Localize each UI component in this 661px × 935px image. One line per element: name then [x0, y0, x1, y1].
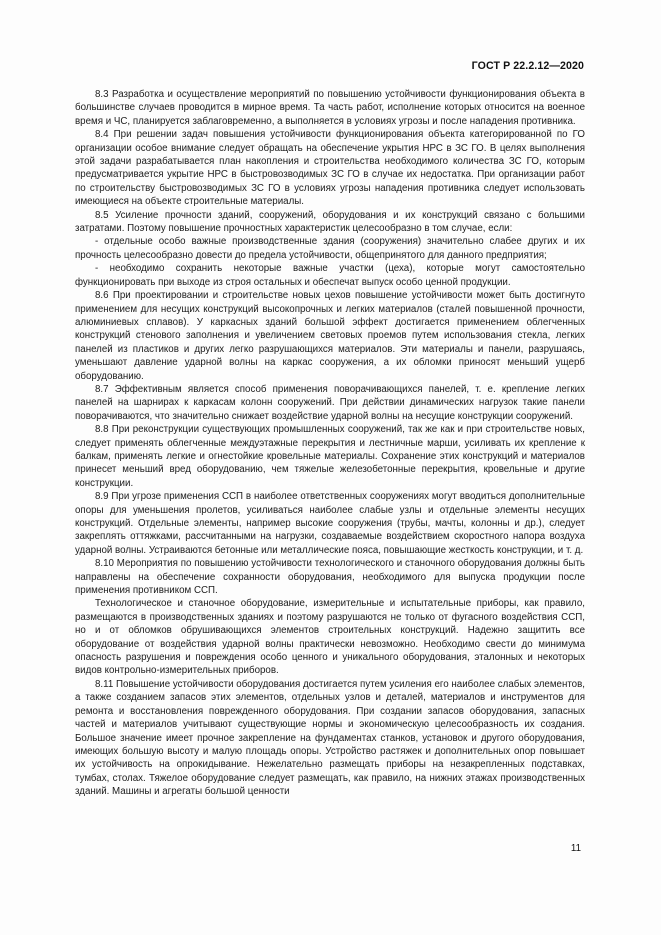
paragraph-8-10-continued: Технологическое и станочное оборудование, измерительные и испытательные приборы, как правило, размещаются в производственных зданиях и поэтому разрушаются не только от фугасного воздействия ССП, но и от обломков обрушивающихся элементов строительных конструкций. Надежно защитить все оборудование от воздействия ударной волны практически невозможно. Необходимо свести до минимума опасность разрушения и повреждения особо ценного и уникального оборудования, эталонных и некоторых видов контрольно-измерительных приборов.: [75, 598, 585, 677]
paragraph-8-6: 8.6 При проектировании и строительстве новых цехов повышение устойчивости может быть достигнуто применением для несущих конструкций высокопрочных и легких материалов (сталей повышенной прочности, алюминиевых сплавов). У каркасных зданий большой эффект достигается применением облегченных конструкций стенового заполнения и увеличением световых проемов путем использования стекла, легких панелей из пластиков и других легко разрушающихся материалов. Эти материалы и панели, разрушаясь, уменьшают давление ударной волны на каркас сооружения, а их обломки приносят меньший ущерб оборудованию.: [75, 290, 585, 382]
document-body: [75, 88, 585, 799]
paragraph-8-5-item-2: - необходимо сохранить некоторые важные участки (цеха), которые могут самостоятельно функционировать при выходе из строя остальных и обеспечат выпуск особо ценной продукции.: [75, 263, 585, 288]
document-code-header: ГОСТ Р 22.2.12—2020: [471, 60, 584, 72]
paragraph-8-11: 8.11 Повышение устойчивости оборудования достигается путем усиления его наиболее слабых элементов, а также созданием запасов этих элементов, отдельных узлов и деталей, материалов и инструментов для ремонта и восстановления поврежденного оборудования. При создании запасов оборудования, запасных частей и материалов учитывают существующие нормы и экономическую целесообразность их создания. Большое значение имеет прочное закрепление на фундаментах станков, установок и другого оборудования, имеющих большую высоту и малую площадь опоры. Устройство растяжек и дополнительных опор повышает их устойчивость на опрокидывание. Нежелательно размещать приборы на незакрепленных подставках, тумбах, столах. Тяжелое оборудование следует размещать, как правило, на нижних этажах производственных зданий. Машины и агрегаты большой ценности: [75, 678, 585, 798]
paragraph-8-3: 8.3 Разработка и осуществление мероприятий по повышению устойчивости функционирования объекта в большинстве случаев проводится в мирное время. Та часть работ, исполнение которых относится на военное время и ЧС, планируется заблаговременно, а выполняется в условиях угрозы и после нападения противника.: [75, 89, 585, 127]
paragraph-8-5: 8.5 Усиление прочности зданий, сооружений, оборудования и их конструкций связано с большими затратами. Поэтому повышение прочностных характеристик целесообразно в том случае, если:: [75, 209, 585, 235]
paragraph-8-9: 8.9 При угрозе применения ССП в наиболее ответственных сооружениях могут вводиться дополнительные опоры для уменьшения пролетов, усиливаться наиболее слабые узлы и отдельные элементы несущих конструкций. Отдельные элементы, например высокие сооружения (трубы, мачты, колонны и др.), следует закреплять оттяжками, рассчитанными на нагрузки, создаваемые воздействием скоростного напора воздуха ударной волны. Устраиваются бетонные или металлические пояса, повышающие жесткость конструкции, и т. д.: [75, 491, 585, 556]
paragraph-8-7: 8.7 Эффективным является способ применения поворачивающихся панелей, т. е. крепление легких панелей на шарнирах к каркасам колонн сооружений. При действии динамических нагрузок такие панели поворачиваются, что значительно снижает воздействие ударной волны на несущие конструкции сооружений.: [75, 383, 585, 422]
paragraph-8-4: 8.4 При решении задач повышения устойчивости функционирования объекта категорированной по ГО организации особое внимание следует обращать на обеспечение укрытия НРС в ЗС ГО. В целях выполнения этой задачи разрабатывается план накопления и строительства необходимого количества ЗС ГО, которым предусматривается укрытие НРС в быстровозводимых ЗС ГО в случае их недостатка. При организации работ по строительству быстровозводимых ЗС ГО в условиях угрозы нападения противника следует использовать имеющиеся на объекте строительные материалы.: [75, 129, 585, 208]
paragraph-8-5-item-1: - отдельные особо важные производственные здания (сооружения) значительно слабее других и их прочность целесообразно довести до предела устойчивости, общепринятого для данного предприятия;: [75, 236, 585, 261]
page-number: 11: [570, 843, 581, 854]
paragraph-8-8: 8.8 При реконструкции существующих промышленных сооружений, так же как и при строительстве новых, следует применять облегченные междуэтажные перекрытия и лестничные марши, усиливать их крепление к балкам, применять легкие и огнестойкие кровельные материалы. Сохранение этих конструкций и материалов принесет меньший вред оборудованию, чем тяжелые железобетонные перекрытия, кровельные и другие конструкции.: [75, 424, 585, 489]
paragraph-8-10: 8.10 Мероприятия по повышению устойчивости технологического и станочного оборудования должны быть направлены на обеспечение сохранности оборудования, необходимого для выпуска продукции после применения противником ССП.: [75, 558, 585, 597]
